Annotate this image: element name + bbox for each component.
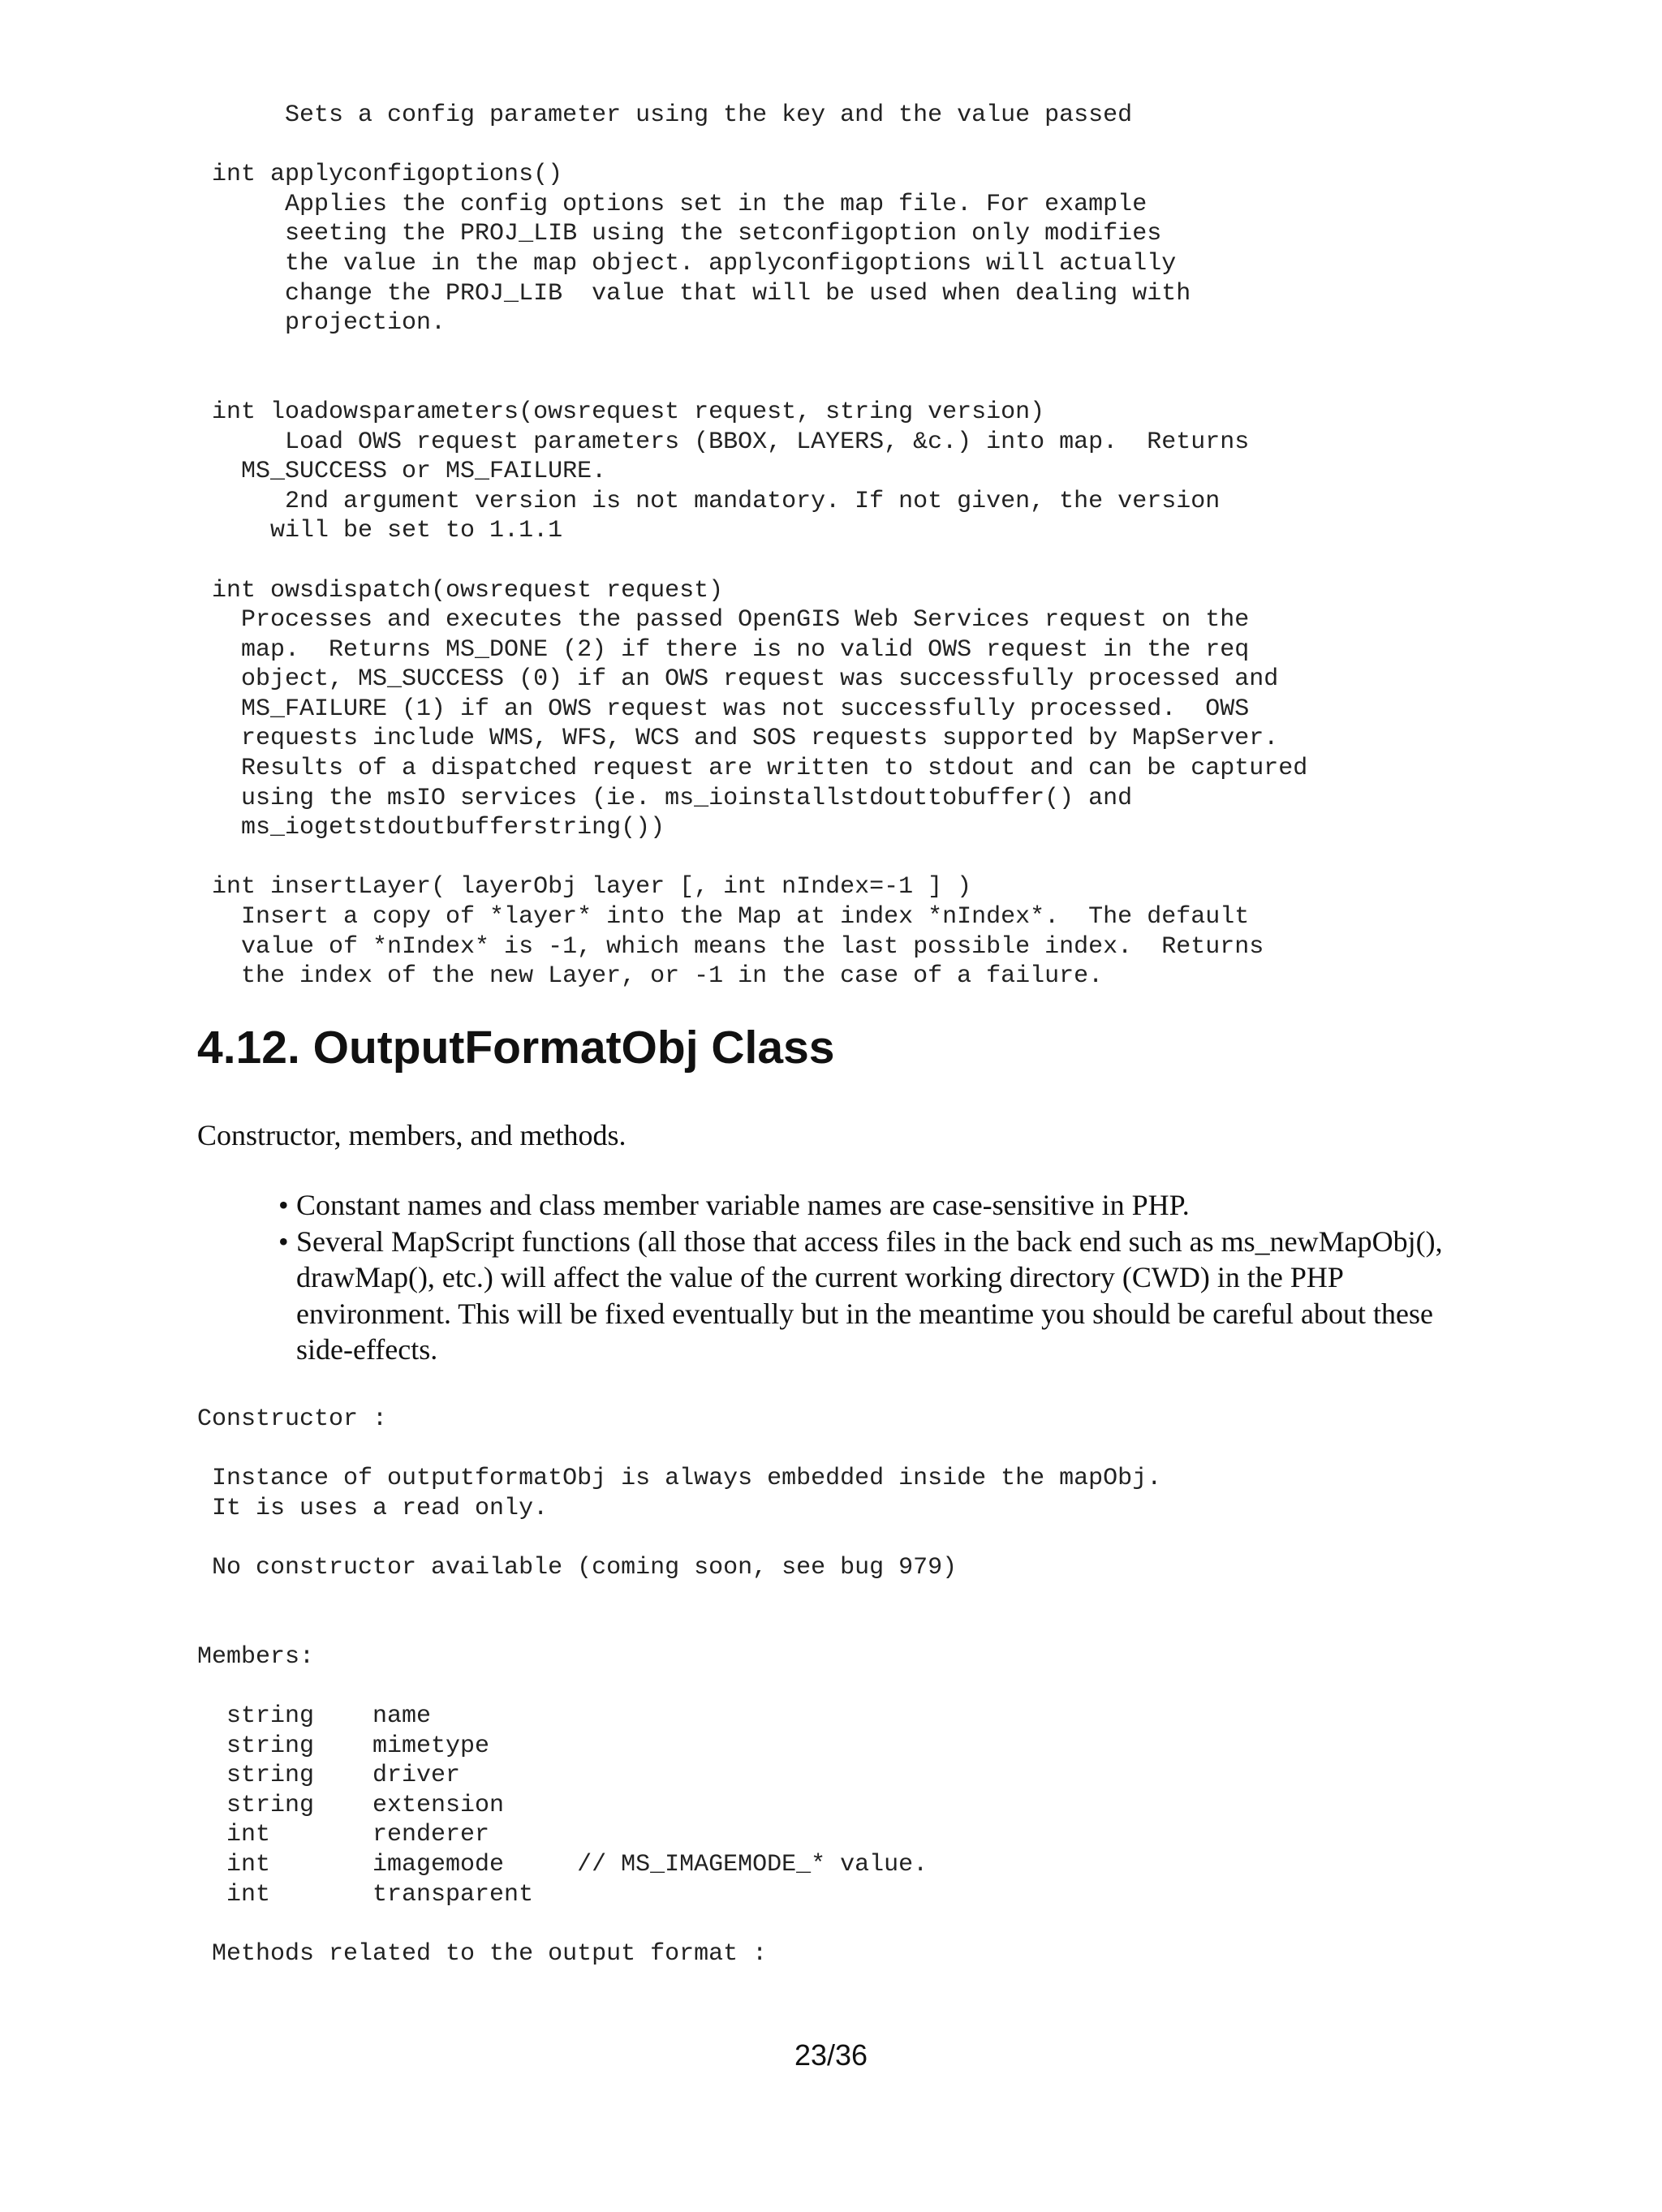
code-block-map-methods: Sets a config parameter using the key and the value passed int applyconfigoptions() Applies the config options set in the map file. For example seeting the PROJ_LIB using the setconfigoption only modifies the value in the map object. applyconfigoptions will actually change the PROJ_LIB value that will be used when dealing with projection. int loadowsparameters(owsrequest request, string version) Load OWS request parameters (BBOX, LAYERS, &c.) into map. Returns MS_SUCCESS or MS_FAILURE. 2nd argument version is not mandatory. If not given, the version will be set to 1.1.1 int owsdispatch(owsrequest request) Processes and executes the passed OpenGIS Web Services request on the map. Returns MS_DONE (2) if there is no valid OWS request in the req object, MS_SUCCESS (0) if an OWS request was successfully processed and MS_FAILURE (1) if an OWS request was not successfully processed. OWS requests include WMS, WFS, WCS and SOS requests supported by MapServer. Results of a dispatched request are written to stdout and can be captured using the msIO services (ie. ms_ioinstallstdouttobuffer() and ms_iogetstdoutbufferstring()) int insertLayer( layerObj layer [, int nIndex=-1 ] ) Insert a copy of *layer* into the Map at index *nIndex*. The default value of *nIndex* is -1, which means the last possible index. Returns the index of the new Layer, or -1 in the case of a failure. [212,101,1308,991]
code-block-outputformat: Constructor : Instance of outputformatObj is always embedded inside the mapObj. It is uses a read only. No constructor available (coming soon, see bug 979) Members: string name string mimetype string driver string extension int renderer int imagemode // MS_IMAGEMODE_* value. int transparent Methods related to the output format : [197,1405,1162,1968]
list-item: • Several MapScript functions (all those that access files in the back end such as ms_newMapObj(), drawMap(), etc.) will affect the value of the current working directory (CWD) in the PHP environment. This will be fixed eventually but in the meantime you should be careful about these side-effects. [278,1224,1496,1368]
notes-list [278,1187,1496,1368]
list-item: • Constant names and class member variable names are case-sensitive in PHP. [278,1187,1496,1224]
section-heading: 4.12. OutputFormatObj Class [197,1022,835,1074]
page-number: 23/36 [794,2038,868,2072]
section-intro: Constructor, members, and methods. [197,1119,626,1151]
